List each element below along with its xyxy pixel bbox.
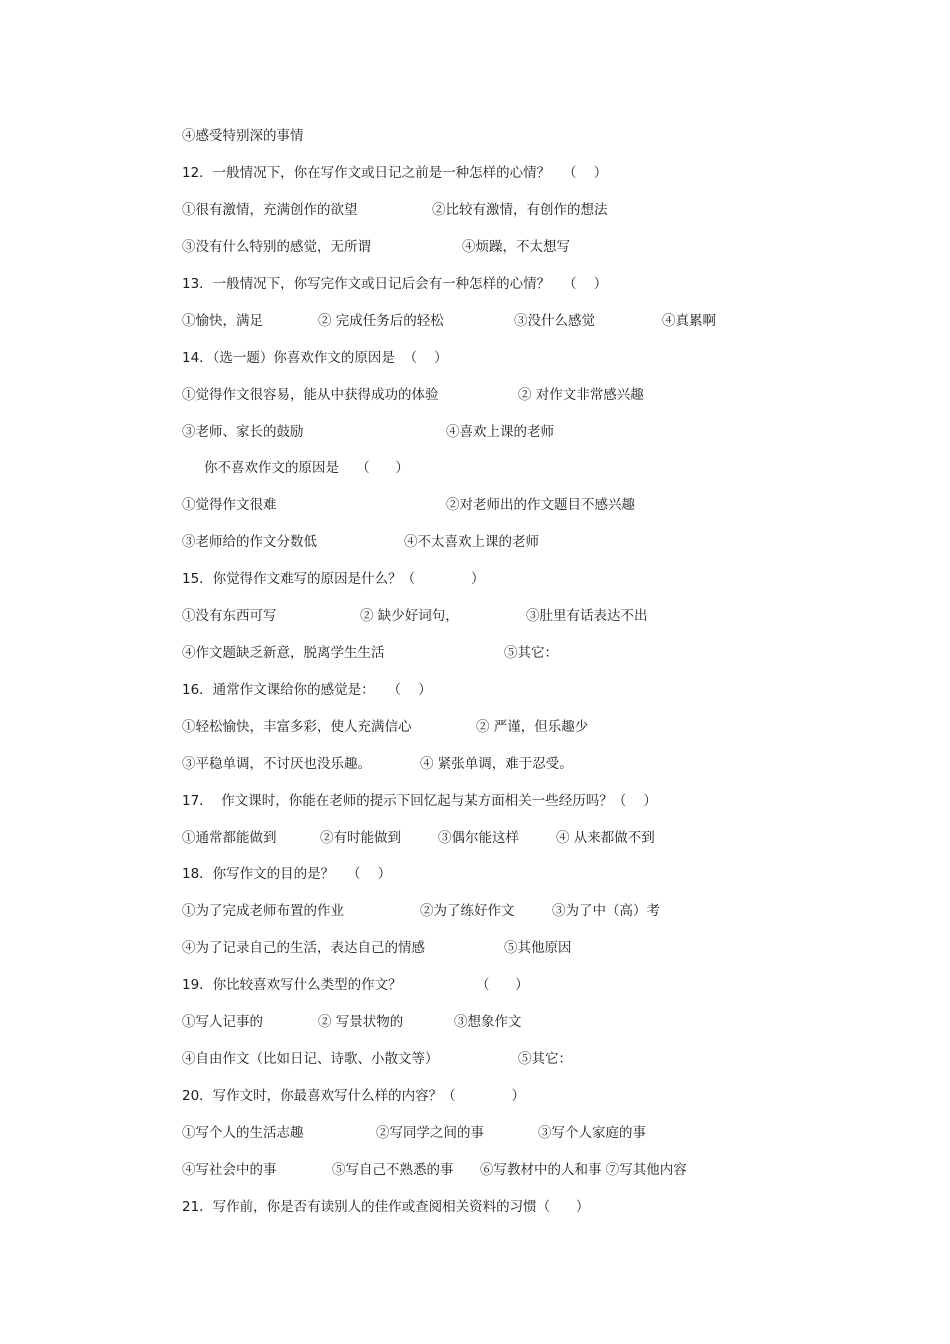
option-text: ③想象作文 [454, 1014, 522, 1030]
option-text: ④不太喜欢上课的老师 [404, 534, 539, 550]
question-21 [182, 1195, 590, 1219]
option-text: ④写社会中的事 [182, 1162, 277, 1178]
option-text: ⑤写自己不熟悉的事 [332, 1162, 454, 1178]
option-line [182, 493, 635, 517]
option-line [182, 309, 716, 333]
option-text: ④真累啊 [662, 313, 716, 329]
option-text: ①很有激情，充满创作的欲望 [182, 202, 358, 218]
option-text: ①觉得作文很难 [182, 497, 277, 513]
option-line [182, 383, 644, 407]
option-line [182, 604, 648, 628]
option-line [182, 1158, 687, 1182]
question-15 [182, 567, 485, 591]
option-line [182, 1010, 522, 1034]
question-12 [182, 161, 608, 185]
option-line [182, 235, 570, 259]
option-text: ①写人记事的 [182, 1014, 263, 1030]
question-text: 17． 作文课时，你能在老师的提示下回忆起与某方面相关一些经历吗？（ ） [182, 793, 657, 809]
option-line [182, 899, 660, 923]
option-line [182, 752, 573, 776]
option-text: ② 完成任务后的轻松 [318, 313, 444, 329]
option-text: ③老师给的作文分数低 [182, 534, 317, 550]
option-text: ①轻松愉快，丰富多彩，使人充满信心 [182, 719, 412, 735]
question-text: 20．写作文时，你最喜欢写什么样的内容？（ ） [182, 1088, 525, 1104]
sub-question [204, 456, 409, 480]
question-text: 你不喜欢作文的原因是 （ ） [204, 460, 409, 476]
option-text: ③写个人家庭的事 [538, 1125, 646, 1141]
question-19 [182, 973, 529, 997]
option-text: ② 写景状物的 [318, 1014, 404, 1030]
option-line [182, 641, 558, 665]
option-text: ①写个人的生活志趣 [182, 1125, 304, 1141]
option-text: ②有时能做到 [320, 830, 401, 846]
option-text: ② 严谨，但乐趣少 [476, 719, 589, 735]
option-text: ①觉得作文很容易，能从中获得成功的体验 [182, 387, 439, 403]
option-line [182, 936, 572, 960]
question-text: 16．通常作文课给你的感觉是： （ ） [182, 682, 432, 698]
option-text: ③没有什么特别的感觉，无所谓 [182, 239, 371, 255]
option-line [182, 826, 655, 850]
option-text: ③肚里有话表达不出 [526, 608, 648, 624]
option-text: ② 对作文非常感兴趣 [518, 387, 644, 403]
option-text: ④ 紧张单调，难于忍受。 [420, 756, 573, 772]
option-text: ①为了完成老师布置的作业 [182, 903, 344, 919]
question-text: 15．你觉得作文难写的原因是什么？（ ） [182, 571, 485, 587]
question-18 [182, 862, 392, 886]
option-text: ⑤其他原因 [504, 940, 572, 956]
answer-blank: （ ） [476, 977, 529, 993]
option-text: ③为了中（高）考 [552, 903, 660, 919]
option-text: ①没有东西可写 [182, 608, 277, 624]
option-text: ② 缺少好词句， [360, 608, 459, 624]
option-text: ③没什么感觉 [514, 313, 595, 329]
option-line [182, 1121, 646, 1145]
option-text: ④自由作文（比如日记、诗歌、小散文等） [182, 1051, 439, 1067]
question-text: 18．你写作文的目的是？ （ ） [182, 866, 392, 882]
option-line [182, 420, 554, 444]
option-text: ⑥写教材中的人和事 ⑦写其他内容 [480, 1162, 687, 1178]
option-text: ⑤其它： [518, 1051, 572, 1067]
option-line [182, 1047, 572, 1071]
option-line [182, 530, 539, 554]
option-text: ③偶尔能这样 [438, 830, 519, 846]
option-text: ②对老师出的作文题目不感兴趣 [446, 497, 635, 513]
question-16 [182, 678, 432, 702]
option-text: ④ 从来都做不到 [556, 830, 655, 846]
question-text: 12．一般情况下，你在写作文或日记之前是一种怎样的心情？ （ ） [182, 165, 608, 181]
question-text: 19．你比较喜欢写什么类型的作文？ [182, 977, 402, 993]
question-text: 14．（选一题）你喜欢作文的原因是 （ ） [182, 350, 448, 366]
option-text: ⑤其它： [504, 645, 558, 661]
option-text: ①通常都能做到 [182, 830, 277, 846]
option-text: ④作文题缺乏新意，脱离学生生活 [182, 645, 385, 661]
option-text: ①愉快，满足 [182, 313, 263, 329]
option-text: ②写同学之间的事 [376, 1125, 484, 1141]
option-text: ④为了记录自己的生活，表达自己的情感 [182, 940, 425, 956]
option-line [182, 124, 304, 148]
option-text: ④感受特别深的事情 [182, 128, 304, 144]
option-text: ③老师、家长的鼓励 [182, 424, 304, 440]
option-line [182, 715, 589, 739]
option-line [182, 198, 608, 222]
question-text: 21．写作前，你是否有读别人的佳作或查阅相关资料的习惯（ ） [182, 1199, 590, 1215]
option-text: ④喜欢上课的老师 [446, 424, 554, 440]
option-text: ④烦躁，不太想写 [462, 239, 570, 255]
question-20 [182, 1084, 525, 1108]
option-text: ②为了练好作文 [420, 903, 515, 919]
option-text: ③平稳单调，不讨厌也没乐趣。 [182, 756, 371, 772]
question-text: 13．一般情况下，你写完作文或日记后会有一种怎样的心情？ （ ） [182, 276, 608, 292]
question-14 [182, 346, 448, 370]
question-13 [182, 272, 608, 296]
option-text: ②比较有激情，有创作的想法 [432, 202, 608, 218]
question-17 [182, 789, 657, 813]
